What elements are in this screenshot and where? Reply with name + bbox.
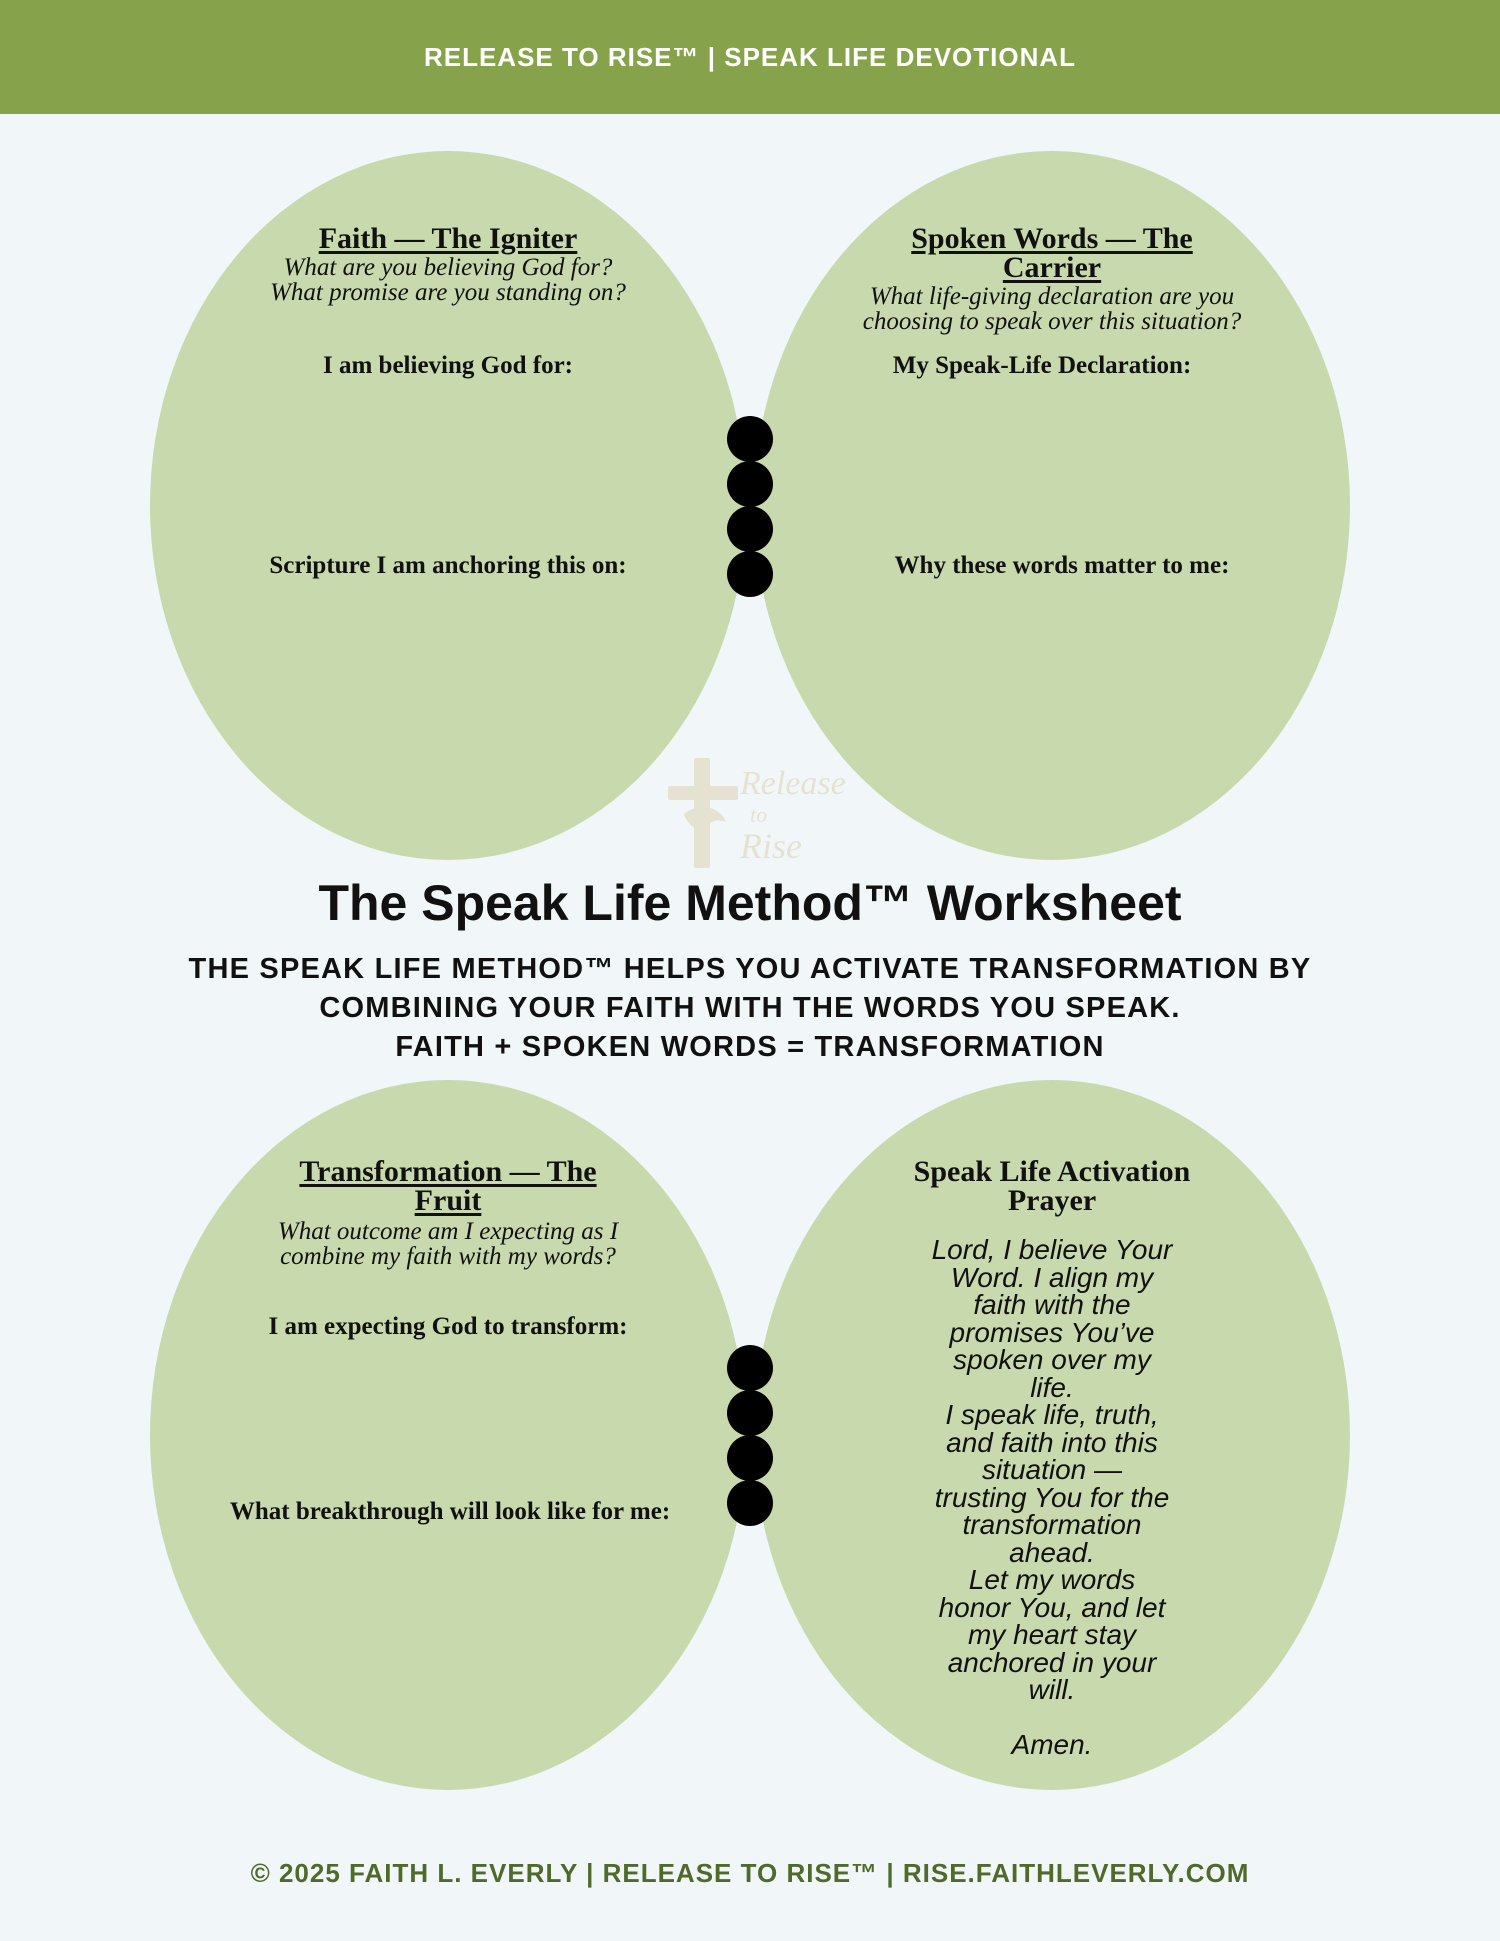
transformation-subtitle-1: What outcome am I expecting as I xyxy=(277,1218,619,1245)
watermark-line-1: Release xyxy=(740,765,846,802)
connector-dot xyxy=(727,461,773,507)
transformation-title-line-2: Fruit xyxy=(414,1184,482,1217)
prayer-line: will. xyxy=(1028,1674,1076,1705)
faith-subtitle-1: What are you believing God for? xyxy=(283,254,613,281)
prayer-line: trusting You for the xyxy=(934,1481,1170,1513)
transformation-title-line-1: Transformation — The xyxy=(299,1155,597,1188)
prayer-line: Let my words xyxy=(968,1564,1136,1595)
transformation-prompt-expecting: I am expecting God to transform: xyxy=(268,1313,628,1340)
intro-text xyxy=(0,950,1500,1067)
prayer-line: situation — xyxy=(981,1454,1123,1485)
prayer-line: faith with the xyxy=(973,1289,1131,1320)
spoken-words-title-line-2: Carrier xyxy=(1002,251,1102,284)
intro-line-2: COMBINING YOUR FAITH WITH THE WORDS YOU SPEAK. xyxy=(319,992,1181,1024)
spoken-words-prompt-why: Why these words matter to me: xyxy=(894,552,1230,579)
spoken-words-prompt-declaration: My Speak-Life Declaration: xyxy=(892,352,1192,379)
page-title: The Speak Life Method™ Worksheet xyxy=(318,875,1182,931)
connector-dot xyxy=(727,551,773,597)
watermark-line-3: Rise xyxy=(740,826,802,866)
connector-dot xyxy=(727,416,773,462)
faith-title: Faith — The Igniter xyxy=(318,222,578,255)
prayer-line: ahead. xyxy=(1009,1536,1095,1568)
prayer-line: transformation xyxy=(962,1509,1142,1540)
watermark-line-2: to xyxy=(750,802,768,827)
transformation-heading xyxy=(150,1157,746,1269)
prayer-title-line-2: Prayer xyxy=(1007,1184,1097,1217)
prayer-line: I speak life, truth, xyxy=(945,1399,1159,1430)
faith-heading xyxy=(150,224,746,305)
prayer-line: and faith into this xyxy=(946,1426,1158,1458)
release-to-rise-watermark-logo xyxy=(664,756,864,872)
activation-prayer xyxy=(854,1236,1250,1758)
prayer-line: anchored in your xyxy=(947,1646,1157,1678)
prayer-line: life. xyxy=(1030,1371,1074,1403)
header-title: RELEASE TO RISE™ | SPEAK LIFE DEVOTIONAL xyxy=(423,41,1077,72)
prayer-title-line-1: Speak Life Activation xyxy=(913,1155,1191,1188)
connector-dot xyxy=(727,506,773,552)
prayer-line: honor You, and let xyxy=(938,1591,1166,1623)
connector-dot xyxy=(727,1390,773,1436)
transformation-prompt-breakthrough: What breakthrough will look like for me: xyxy=(229,1498,671,1525)
connector-dot xyxy=(727,1345,773,1391)
connector-dot xyxy=(727,1480,773,1526)
spoken-words-heading xyxy=(754,224,1350,334)
spoken-words-subtitle-1: What life-giving declaration are you xyxy=(869,283,1235,310)
connector-dot xyxy=(727,1435,773,1481)
intro-line-3: FAITH + SPOKEN WORDS = TRANSFORMATION xyxy=(395,1031,1105,1063)
intro-line-1: THE SPEAK LIFE METHOD™ HELPS YOU ACTIVATE TRANSFORMATION BY xyxy=(188,953,1312,985)
faith-prompt-scripture: Scripture I am anchoring this on: xyxy=(269,552,627,579)
faith-subtitle-2: What promise are you standing on? xyxy=(270,279,626,306)
spoken-words-title-line-1: Spoken Words — The xyxy=(911,222,1193,255)
prayer-heading xyxy=(754,1157,1350,1215)
prayer-line: promises You’ve xyxy=(949,1316,1155,1348)
prayer-line: Word. I align my xyxy=(950,1261,1154,1293)
footer-copyright: © 2025 FAITH L. EVERLY | RELEASE TO RISE™ | RISE.FAITHLEVERLY.COM xyxy=(250,1858,1250,1888)
spoken-words-subtitle-2: choosing to speak over this situation? xyxy=(862,308,1242,335)
prayer-amen: Amen. xyxy=(1011,1728,1093,1760)
prayer-line: my heart stay xyxy=(967,1619,1137,1650)
transformation-subtitle-2: combine my faith with my words? xyxy=(280,1243,616,1270)
header-banner xyxy=(0,0,1500,114)
prayer-line: spoken over my xyxy=(953,1344,1151,1375)
faith-prompt-believing: I am believing God for: xyxy=(323,352,573,379)
prayer-line: Lord, I believe Your xyxy=(931,1234,1173,1265)
